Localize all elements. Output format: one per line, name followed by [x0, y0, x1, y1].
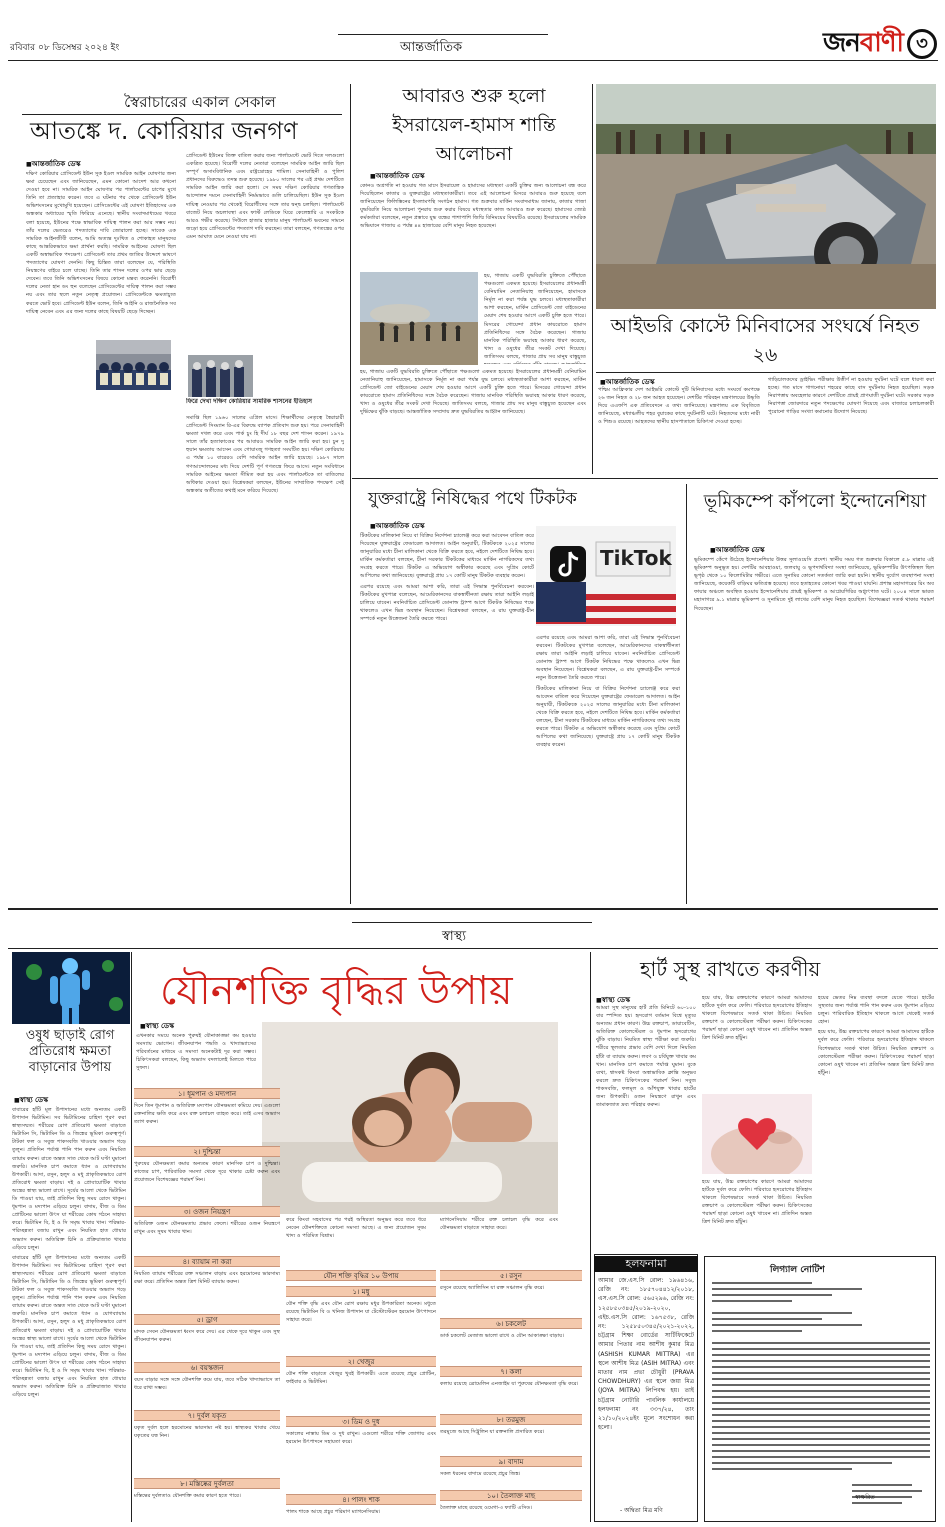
tiktok-body-text: টিকটকের মালিকানা নিয়ে বা বিক্রির নির্দেশনা চ্যালেঞ্জ করে করা আবেদন বাতিল করে দিয়েছেন যুক্তরাষ্ট্রের ফেডারেল আদালত। আইন অনুযায়ী, টিকটককে ২০২৫ সালের জানুয়ারির মধ্যে চীনা মালিকানা থেকে বিক্রি করতে হবে, নইলে দেশটিতে নিষিদ্ধ হবে। মার্কিন কর্মকর্তারা বলছেন, চীনা সরকার টিকটকের মাধ্যমে মার্কিন নাগরিকদের তথ্য সংগ্রহ করতে পারে। টিকটক এ অভিযোগ অস্বীকার করেছে এবং সুপ্রিম কোর্টে আপিলের কথা জানিয়েছে। যুক্তরাষ্ট্রে প্রায় ১৭ কোটি মানুষ টিকটক ব্যবহার করেন।	[360, 533, 534, 580]
food-text-2: যৌন শক্তি বাড়াতে খেজুর খুবই উপকারী। এতে রয়েছে প্রচুর প্রোটিন, ফাইবার ও ভিটামিন।	[286, 1371, 436, 1386]
indonesia-headline: ভূমিকম্পে কাঁপলো ইন্দোনেশিয়া	[703, 491, 927, 512]
korea-kicker: স্বৈরাচারের একাল সেকাল	[124, 93, 276, 111]
immune-desk: ■ স্বাস্থ্য ডেস্ক	[14, 1094, 48, 1106]
tip-text-8: মস্তিষ্কের দুর্বলতাও যৌনশক্তি কমার কারণ হতে পারে।	[134, 1493, 241, 1499]
food-heading-8: ৮। তরমুজ	[440, 1414, 582, 1425]
ivory-headline: আইভরি কোস্টে মিনিবাসের সংঘর্ষে নিহত ২৬	[610, 315, 920, 366]
food-heading-4: ৪। পালং শাক	[286, 1494, 436, 1505]
tip-heading-5: ৫। ড্রাগ	[134, 1314, 280, 1325]
korea-headline: আতঙ্কে দ. কোরিয়ার জনগণ	[30, 117, 298, 145]
health-main-text2-p: করে কিংবা সহবাসের পর পরই অস্থিরতা অনুভব করে তবে ধরে নেবেন যৌনশক্তিতে কোনো সমস্যা আছে। এ জন্য প্রয়োজন সুষম খাদ্য ও পরিমিত বিশ্রাম।	[286, 1217, 426, 1240]
affidavit-title: হলফনামা	[594, 1256, 698, 1272]
tip-heading-4: ৪। ব্যায়াম না করা	[134, 1256, 280, 1267]
tip-heading-8: ৮। মস্তিষ্কের দুর্বলতা	[134, 1478, 280, 1489]
affidavit-body: আমার জে.এস.সি রোল: ১৯৬৪১৬, রেজি নং: ১৮৫৭০৪৪১২/২০১৮, এস.এস.সি রোল: ৫৬৫২৯৬, রেজি নং: ১২৫৮৫০৩৪৫/২০১৯-২০২০, এইচ.এস.সি রোল: ১৬৭৫৩৮, রেজি নং: ১২৫৮৫০৩৪৫/২০২১-২০২২, চট্টগ্রাম শিক্ষা বোর্ডের সার্টিফিকেটে আমার পিতার নাম আশীষ কুমার মিত্র (ASHISH KUMAR MITTRA) এর স্থলে আশীষ মিত্র (ASIH MITRA) এবং মাতার নাম প্রভা চৌধুরী (PRAVA CHOWDHURY) এর স্থলে জয়া মিত্র (JOYA MITRA) লিপিবদ্ধ হয়। তাই চট্টগ্রাম নোটারি পাবলিক কার্যালয়ে হলফনামা নং ৩৩৭/২৪, তাং ২১/১০/২০২৪ইং মূলে সংশোধন করা হলো।	[598, 1277, 694, 1432]
tiktok-body-side-text: এরপর রয়েছে এবং আমরা আশা করি, তারা এই সিদ্ধান্ত পুনর্বিবেচনা করবেন। টিকটকের মুখপাত্র বলেছেন, আমেরিকানদের বাকস্বাধীনতা রক্ষায় তারা আইনি লড়াই চালিয়ে যাবেন। নবনির্বাচিত প্রেসিডেন্ট ডোনাল্ড ট্রাম্প আগে টিকটক নিষিদ্ধের পক্ষে থাকলেও এখন ভিন্ন অবস্থান নিয়েছেন। বিশ্লেষকরা বলছেন, এ রায় যুক্তরাষ্ট্র-চীন সম্পর্কে নতুন উত্তেজনা তৈরি করতে পারে।	[536, 635, 680, 682]
page-number: ৩	[907, 29, 937, 59]
tiktok-desk: ■ আন্তর্জাতিক ডেস্ক	[370, 520, 425, 532]
food-text-10: তৈলাক্ত মাছে রয়েছে ওমেগা-৩ ফ্যাটি এসিড।	[440, 1505, 533, 1511]
israel-body-side	[484, 272, 586, 364]
korea-col2b-text: সমাপ্তি ছিল ১৯৬০ সালের এপ্রিল মাসে। শিক্ষার্থীদের নেতৃত্বে স্বৈরাচারী প্রেসিডেন্ট সিংম্যান রি-এর বিরুদ্ধে ব্যাপক প্রতিবাদ শুরু হয়। পরে সেনাবাহিনী ক্ষমতা দখল করে এবং পার্ক চুং হি দীর্ঘ ১৮ বছর দেশ শাসন করেন। ১৯৭৯ সালে তাঁর হত্যাকাণ্ডের পর আবারও সামরিক আইন জারি করা হয়। চুন দু হুয়ান ক্ষমতায় আসেন এবং গোয়াংজু গণহত্যা সংঘটিত হয়। দক্ষিণ কোরিয়ায় এ পর্যন্ত ১০ বারেরও বেশি সামরিক আইন জারি হয়েছে। ১৯৮৭ সালে গণআন্দোলনের মধ্য দিয়ে দেশটি পূর্ণ গণতন্ত্রে ফিরে আসে। নতুন সংবিধানে সামরিক আইনের ক্ষমতা সীমিত করা হয় এবং পার্লামেন্টকে তা বাতিলের অধিকার দেওয়া হয়। বিশ্লেষকরা বলছেন, ইউনের সাম্প্রতিক পদক্ষেপ সেই অন্ধকার অতীতের কথাই মনে করিয়ে দিয়েছে।	[186, 415, 344, 494]
health-main-divider	[590, 952, 591, 1522]
korea-divider	[350, 84, 351, 904]
immune-body-text: বাবারের হাঁটি মূল উপাদানের মধ্যে অন্যতম একটি উপাদান ভিটামিন। সব ভিটামিনের চাহিদা পূরণ করা স্বাস্থ্যসম্মত। শরীরের রোগ প্রতিরোধ ক্ষমতা বাড়াতে ভিটামিন সি, ভিটামিন ডি ও জিঙ্কের ভূমিকা গুরুত্বপূর্ণ। টাটকা ফল ও সবুজ শাকসবজি খাওয়ার অভ্যাস গড়ে তুলুন। প্রতিদিন পর্যাপ্ত পানি পান করুন এবং নিয়মিত ব্যায়াম করুন। রাতে অন্তত সাত থেকে আট ঘণ্টা ঘুমানো জরুরি। মানসিক চাপ কমাতে ধ্যান ও যোগব্যায়াম উপকারী। আদা, রসুন, হলুদ ও মধু প্রাকৃতিকভাবে রোগ প্রতিরোধ ক্ষমতা বাড়ায়। দই ও প্রোবায়োটিক খাবার অন্ত্রের স্বাস্থ্য ভালো রাখে। সূর্যের আলো থেকে ভিটামিন ডি পাওয়া যায়, তাই প্রতিদিন কিছু সময় রোদে থাকুন। ধূমপান ও মদ্যপান এড়িয়ে চলুন। বাদাম, বীজ ও ডিম প্রোটিনের ভালো উৎস যা শরীরের কোষ গঠনে সাহায্য করে। ভিটামিন বি, ই ও সি সমৃদ্ধ খাবার খান। পরিষ্কার-পরিচ্ছন্নতা বজায় রাখুন এবং নিয়মিত হাত ধোয়ার অভ্যাস করুন। অতিরিক্ত চিনি ও প্রক্রিয়াজাত খাবার এড়িয়ে চলুন।	[12, 1107, 126, 1251]
legal-notice-scan	[712, 1280, 930, 1510]
korea-col1-text: দক্ষিণ কোরিয়ার প্রেসিডেন্ট ইউন সুক ইওল সামরিক আইন ঘোষণার জন্য ক্ষমা চেয়েছেন এবং জানিয়েছেন, এমন কোনো আদেশ আর কখনো দেওয়া হবে না। সামরিক আইন ঘোষণার পর পার্লামেন্টের চাপের মুখে তিনি তা প্রত্যাহার করেন। তবে এ ঘটনার পর থেকে প্রেসিডেন্ট ইউন অভিশংসনের মুখোমুখি হয়েছেন। প্রেসিডেন্টের এই ঘোষণা ইতিহাসের এক অন্ধকার অধ্যায়ের স্মৃতি ফিরিয়ে এনেছে। স্থানীয় সংবাদমাধ্যমের খবরে বলা হয়েছে, ইউনের পক্ষে স্বাভাবিক দায়িত্ব পালন করা আর সম্ভব নয়। তাঁর দলের ভেতরেও পদত্যাগের দাবি জোরালো হচ্ছে। সাবেক এক সামরিক আইনজীবী বলেন, আমি অত্যন্ত দুঃখিত ও শোকাহত মানুষদের কাছে আন্তরিকভাবে ক্ষমা প্রার্থনা করছি। সামরিক আইনের ঘোষণা ছিল একটি অস্বাভাবিক পদক্ষেপ। প্রেসিডেন্ট তার প্রথম জাতির উদ্দেশে ভাষণে পদত্যাগের ঘোষণা দেননি। কিছু চিন্তিত তারা বলেছেন যে, পরিস্থিতি নিয়ন্ত্রণের বাইরে চলে যাচ্ছে। তিনি তার শাসন দলের ওপর ভার ছেড়ে দেবেন। তবে তিনি অভিশংসনের বিষয়ে কোনো মন্তব্য করেননি। বিরোধী দলের নেতা হান ডং হুন বলেছেন প্রেসিডেন্টের দায়িত্ব পালন করা সম্ভব নয় এবং তার স্থলে নতুন নেতৃত্ব প্রয়োজন। প্রেসিডেন্টকে ক্ষমতাচ্যুত করতে ভোট হবে। প্রেসিডেন্ট ইউন বলেন, তিনি আইনি ও রাজনৈতিক সব দায়িত্ব নেবেন এবং এর জন্য দলের কাছে বিষয়টি ছেড়ে দিচ্ছেন।	[26, 171, 176, 315]
heart-body-col3-text: হয়ের ভেতর নিম্ন ব্যবস্থা বদলে যেতে পারে। হার্টের সুস্থতার জন্য পর্যাপ্ত পানি পান করুন এবং ধূমপান এড়িয়ে চলুন। পারিবারিক ইতিহাস থাকলে আগে থেকেই সতর্ক হোন।	[818, 995, 934, 1026]
israel-body-side-text: হয়, গাজায় একটি যুদ্ধবিরতি চুক্তিতে পৌঁছাতে পক্ষগুলো একমত হয়েছে। ইসরায়েলের প্রধানমন্ত্রী বেনিয়ামিন নেতানিয়াহু জানিয়েছেন, হামাসকে নির্মূল না করা পর্যন্ত যুদ্ধ চলবে। মধ্যস্থতাকারীরা আশা করছেন, মার্কিন প্রেসিডেন্ট জো বাইডেনের মেয়াদ শেষ হওয়ার আগে একটি চুক্তি হতে পারে। মিসরের গোয়েন্দা প্রধান কায়রোতে হামাস প্রতিনিধিদের সঙ্গে বৈঠক করেছেন। গাজায় মানবিক পরিস্থিতি ভয়াবহ আকার ধারণ করেছে, খাদ্য ও ওষুধের তীব্র সংকট দেখা দিয়েছে। জাতিসংঘ বলছে, গাজার প্রায় সব মানুষ বাস্তুচ্যুত	[484, 273, 586, 360]
israel-body-bottom-text: হয়, গাজায় একটি যুদ্ধবিরতি চুক্তিতে পৌঁছাতে পক্ষগুলো একমত হয়েছে। ইসরায়েলের প্রধানমন্ত্রী বেনিয়ামিন নেতানিয়াহু জানিয়েছেন, হামাসকে নির্মূল না করা পর্যন্ত যুদ্ধ চলবে। মধ্যস্থতাকারীরা আশা করছেন, মার্কিন প্রেসিডেন্ট জো বাইডেনের মেয়াদ শেষ হওয়ার আগে একটি চুক্তি হতে পারে। মিসরের গোয়েন্দা প্রধান কায়রোতে হামাস প্রতিনিধিদের সঙ্গে বৈঠক করেছেন। গাজায় মানবিক পরিস্থিতি ভয়াবহ আকার ধারণ করেছে, খাদ্য ও ওষুধের তীব্র সংকট দেখা দিয়েছে। জাতিসংঘ বলছে, গাজার প্রায় সব মানুষ বাস্তুচ্যুত হয়েছেন এবং দুর্ভিক্ষের ঝুঁকি বাড়ছে। আন্তর্জাতিক সম্প্রদায় দ্রুত যুদ্ধবিরতির আহ্বান জানিয়েছে।	[360, 369, 586, 416]
indonesia-body	[694, 556, 934, 904]
affidavit-signature: - অদ্বিতা মিত্র মণি	[620, 1507, 663, 1514]
tip-text-2: পুরুষের যৌনক্ষমতা কমার অন্যতম কারণ মানসিক চাপ ও দুশ্চিন্তা। কাজের চাপ, পারিবারিক সমস্যা থেকে দূরে থাকার চেষ্টা করুন এবং প্রয়োজনে বিশেষজ্ঞের পরামর্শ নিন।	[134, 1161, 280, 1184]
israel-photo	[360, 272, 478, 365]
tip-heading-1: ১। ধূমপান ও মদ্যপান	[134, 1088, 280, 1099]
food-heading-5: ৫। রসুন	[440, 1270, 582, 1281]
ivory-body-col2	[768, 376, 934, 472]
food-text-9: সকল ধরনের বাদামে রয়েছে প্রচুর জিঙ্ক।	[440, 1471, 521, 1477]
tiktok-photo	[536, 526, 676, 626]
food-text-8: তরমুজে আছে সিট্রুলিন যা রক্তনালি প্রসারিত করে।	[440, 1429, 545, 1435]
tip-text-4: নিয়মিত ব্যায়াম শরীরের রক্ত সঞ্চালন বাড়ায় এবং হরমোনের ভারসাম্য রক্ষা করে। প্রতিদিন অন্তত ত্রিশ মিনিট ব্যায়াম করুন।	[134, 1271, 280, 1286]
food-text-5: রসুনে রয়েছে অ্যালিসিন যা রক্ত সঞ্চালন বৃদ্ধি করে।	[440, 1285, 545, 1291]
tip-text-3: অতিরিক্ত ওজন যৌনক্ষমতায় প্রভাব ফেলে। শরীরের ওজন নিয়ন্ত্রণে রাখুন এবং সুষম খাবার খান।	[134, 1221, 280, 1236]
korea-photo-2	[188, 355, 253, 397]
immune-divider	[131, 952, 132, 1522]
food-text-6: ডার্ক চকলেট মেজাজ ভালো রাখে ও যৌন আকাঙ্ক্ষা বাড়ায়।	[440, 1333, 564, 1339]
korea-protest-photo	[96, 340, 171, 390]
masthead-bottom-rule	[8, 60, 938, 61]
food-heading-7: ৭। কলা	[440, 1366, 582, 1377]
heart-body-col3-text-2: হয়ে যায়, উচ্চ রক্তচাপের কারণে আমরা আমাদের হার্টকে দুর্বল করে ফেলি। পরিবারে হৃদরোগের ইতিহাস থাকলে বিশেষভাবে সতর্ক থাকা উচিত। নিয়মিত রক্তচাপ ও কোলেস্টেরল পরীক্ষা করুন। চিকিৎসকের পরামর্শ ছাড়া কোনো ওষুধ খাবেন না। প্রতিদিন অন্তত ত্রিশ মিনিট দ্রুত হাঁটুন।	[818, 1029, 934, 1076]
heart-body-col2b-text: হয়ে যায়, উচ্চ রক্তচাপের কারণে আমরা আমাদের হার্টকে দুর্বল করে ফেলি। পরিবারে হৃদরোগের ইতিহাস থাকলে বিশেষভাবে সতর্ক থাকা উচিত। নিয়মিত রক্তচাপ ও কোলেস্টেরল পরীক্ষা করুন। চিকিৎসকের পরামর্শ ছাড়া কোনো ওষুধ খাবেন না। প্রতিদিন অন্তত ত্রিশ মিনিট দ্রুত হাঁটুন।	[702, 1179, 812, 1226]
immune-headline: ওষুধ ছাড়াই রোগ প্রতিরোধ ক্ষমতা বাড়ানোর উপায়	[25, 1028, 115, 1075]
ivory-desk: ■ আন্তর্জাতিক ডেস্ক	[600, 376, 655, 388]
health-main-headline: যৌনশক্তি বৃদ্ধির উপায়	[160, 968, 513, 1014]
korea-body-col2	[186, 152, 344, 352]
tiktok-headline: যুক্তরাষ্ট্রে নিষিদ্ধের পথে টিকটক	[368, 489, 577, 509]
mid-rule	[352, 478, 938, 479]
legal-notice-title: লিগ্যাল নোটিশ	[770, 1265, 825, 1275]
indonesia-desk: ■ আন্তর্জাতিক ডেস্ক	[710, 544, 765, 556]
brand-logo	[823, 22, 937, 66]
korea-kicker-rule	[22, 114, 342, 115]
foods-heading: যৌন শক্তি বৃদ্ধির ১০ উপায়	[286, 1270, 436, 1281]
tip-heading-6: ৬। বয়স্কজন	[134, 1362, 280, 1373]
heart-body-col1	[596, 1004, 696, 1250]
section-label: আন্তর্জাতিক	[400, 40, 463, 55]
food-heading-2: ২। খেজুর	[286, 1356, 436, 1367]
brand-name-part2: বাণী	[859, 28, 903, 58]
tiktok-body-text-2: এরপর রয়েছে এবং আমরা আশা করি, তারা এই সিদ্ধান্ত পুনর্বিবেচনা করবেন। টিকটকের মুখপাত্র বলেছেন, আমেরিকানদের বাকস্বাধীনতা রক্ষায় তারা আইনি লড়াই চালিয়ে যাবেন। নবনির্বাচিত প্রেসিডেন্ট ডোনাল্ড ট্রাম্প আগে টিকটক নিষিদ্ধের পক্ষে থাকলেও এখন ভিন্ন অবস্থান নিয়েছেন। বিশ্লেষকরা বলছেন, এ রায় যুক্তরাষ্ট্র-চীন সম্পর্কে নতুন উত্তেজনা তৈরি করতে পারে।	[360, 583, 534, 622]
tiktok-image-label: TikTok	[600, 546, 672, 570]
tiktok-body-side-text-2: টিকটকের মালিকানা নিয়ে বা বিক্রির নির্দেশনা চ্যালেঞ্জ করে করা আবেদন বাতিল করে দিয়েছেন যুক্তরাষ্ট্রের ফেডারেল আদালত। আইন অনুযায়ী, টিকটককে ২০২৫ সালের জানুয়ারির মধ্যে চীনা মালিকানা থেকে বিক্রি করতে হবে, নইলে দেশটিতে নিষিদ্ধ হবে। মার্কিন কর্মকর্তারা বলছেন, চীনা সরকার টিকটকের মাধ্যমে মার্কিন নাগরিকদের তথ্য সংগ্রহ করতে পারে। টিকটক এ অভিযোগ অস্বীকার করেছে এবং সুপ্রিম কোর্টে আপিলের কথা জানিয়েছে। যুক্তরাষ্ট্রে প্রায় ১৭ কোটি মানুষ টিকটক ব্যবহার করেন।	[536, 685, 680, 749]
korea-desk: ■ আন্তর্জাতিক ডেস্ক	[26, 158, 81, 170]
ivory-crash-photo	[596, 84, 936, 309]
immune-body-text-2: বাবারের হাঁটি মূল উপাদানের মধ্যে অন্যতম একটি উপাদান ভিটামিন। সব ভিটামিনের চাহিদা পূরণ করা স্বাস্থ্যসম্মত। শরীরের রোগ প্রতিরোধ ক্ষমতা বাড়াতে ভিটামিন সি, ভিটামিন ডি ও জিঙ্কের ভূমিকা গুরুত্বপূর্ণ। টাটকা ফল ও সবুজ শাকসবজি খাওয়ার অভ্যাস গড়ে তুলুন। প্রতিদিন পর্যাপ্ত পানি পান করুন এবং নিয়মিত ব্যায়াম করুন। রাতে অন্তত সাত থেকে আট ঘণ্টা ঘুমানো জরুরি। মানসিক চাপ কমাতে ধ্যান ও যোগব্যায়াম উপকারী। আদা, রসুন, হলুদ ও মধু প্রাকৃতিকভাবে রোগ প্রতিরোধ ক্ষমতা বাড়ায়। দই ও প্রোবায়োটিক খাবার অন্ত্রের স্বাস্থ্য ভালো রাখে। সূর্যের আলো থেকে ভিটামিন ডি পাওয়া যায়, তাই প্রতিদিন কিছু সময় রোদে থাকুন। ধূমপান ও মদ্যপান এড়িয়ে চলুন। বাদাম, বীজ ও ডিম প্রোটিনের ভালো উৎস যা শরীরের কোষ গঠনে সাহায্য করে। ভিটামিন বি, ই ও সি সমৃদ্ধ খাবার খান। পরিষ্কার-পরিচ্ছন্নতা বজায় রাখুন এবং নিয়মিত হাত ধোয়ার অভ্যাস করুন। অতিরিক্ত চিনি ও প্রক্রিয়াজাত খাবার এড়িয়ে চলুন।	[12, 1254, 126, 1399]
ivory-body-col1	[598, 386, 760, 472]
tiktok-divider	[686, 484, 687, 904]
heart-body-col2-text: হয়ে যায়, উচ্চ রক্তচাপের কারণে আমরা আমাদের হার্টকে দুর্বল করে ফেলি। পরিবারে হৃদরোগের ইতিহাস থাকলে বিশেষভাবে সতর্ক থাকা উচিত। নিয়মিত রক্তচাপ ও কোলেস্টেরল পরীক্ষা করুন। চিকিৎসকের পরামর্শ ছাড়া কোনো ওষুধ খাবেন না। প্রতিদিন অন্তত ত্রিশ মিনিট দ্রুত হাঁটুন।	[702, 995, 812, 1042]
masthead-date: রবিবার ০৮ ডিসেম্বর ২০২৪ ইং	[10, 43, 120, 53]
tip-text-6: বয়স বাড়ার সঙ্গে সঙ্গে যৌনশক্তি কমে যায়, তবে সঠিক খাদ্যাভ্যাসে তা ধরে রাখা সম্ভব।	[134, 1377, 280, 1392]
brand-name-part1: জন	[823, 28, 860, 58]
israel-desk: ■ আন্তর্জাতিক ডেস্ক	[370, 170, 425, 182]
israel-body-text: কোনও অগ্রগতি না হওয়ায় গত মাসে ইসরায়েল ও হামাসের মধ্যস্থতা একটি চুক্তির জন্য আলোচনা বন্ধ করে দিয়েছিলেন কাতার ও যুক্তরাষ্ট্রের মধ্যস্থতাকারীরা। তবে এই আলোচনা মিসরে আবারও শুরু হয়েছে বলে জানিয়েছেন ফিলিস্তিনের ইসলামপন্থি সংগঠন হামাস। গত শুক্রবার মার্কিন সংবাদমাধ্যম জানায়, কাতার গাজা যুদ্ধবিরতি নিয়ে আলোচনা পুনরায় শুরু করার বিষয়ে মধ্যস্থতার কাজ আবারও শুরু করেছে। হামাসের জ্যেষ্ঠ কর্মকর্তারা বলেছেন, নতুন প্রস্তাবে যুদ্ধ বন্ধের পাশাপাশি জিম্মি বিনিময়ের বিষয়টিও রয়েছে। ইসরায়েলের সামরিক অভিযানে গাজায় এ পর্যন্ত ৪৪ হাজারের বেশি মানুষ নিহত হয়েছেন।	[360, 183, 586, 230]
tip-text-7: যকৃত দুর্বল হলে হরমোনের ভারসাম্য নষ্ট হয়। স্বাস্থ্যকর খাবার খেয়ে যকৃতের যত্ন নিন।	[134, 1425, 280, 1440]
food-heading-6: ৬। চকলেট	[440, 1318, 582, 1329]
food-heading-10: ১০। তৈলাক্ত মাছ	[440, 1490, 582, 1501]
food-text-4: পালং শাকে আছে প্রচুর পরিমাণ ম্যাগনেসিয়াম।	[286, 1509, 381, 1515]
heart-body-col2b	[702, 1178, 812, 1250]
tip-heading-7: ৭। দুর্বল যকৃত	[134, 1410, 280, 1421]
tip-heading-2: ২। দুশ্চিন্তা	[134, 1146, 280, 1157]
israel-body	[360, 182, 586, 268]
korea-body-col1	[26, 170, 176, 907]
israel-divider	[592, 84, 593, 474]
heart-photo	[702, 1094, 812, 1174]
food-heading-3: ৩। ডিম ও দুধ	[286, 1416, 436, 1427]
health-main-text2	[286, 1216, 426, 1266]
heart-body-col2	[702, 994, 812, 1090]
health-section-rule-bottom	[8, 948, 938, 949]
heart-desk: ■ স্বাস্থ্য ডেস্ক	[596, 994, 630, 1006]
couple-photo	[262, 1022, 558, 1214]
heart-headline: হার্ট সুস্থ রাখতে করণীয়	[640, 957, 821, 981]
food-heading-9: ৯। বাদাম	[440, 1456, 582, 1467]
health-main-intro	[136, 1032, 256, 1084]
food-text-3: সকালের নাস্তায় ডিম ও দুধ রাখুন। এগুলো শরীরে শক্তি জোগায় এবং হরমোন উৎপাদনে সহায়তা করে।	[286, 1431, 436, 1446]
food-heading-1: ১। মধু	[286, 1286, 436, 1297]
tiktok-body	[360, 532, 534, 904]
ivory-rule	[596, 372, 936, 373]
tip-text-1: দিনে তিন ধূমপান ও অতিরিক্ত মদ্যপান যৌনক্ষমতা কমিয়ে দেয়। এগুলো রক্তনালির ক্ষতি করে এবং রক্ত চলাচল ব্যাহত করে। তাই এসব অভ্যাস ত্যাগ করুন।	[134, 1103, 280, 1126]
tip-text-5: মাদক সেবন যৌনক্ষমতা ধ্বংস করে দেয়। এর থেকে দূরে থাকুন এবং সুস্থ জীবনযাপন করুন।	[134, 1329, 280, 1344]
israel-headline: আবারও শুরু হলো ইসরায়েল-হামাস শান্তি আলোচনা	[392, 85, 556, 165]
masthead-top-rule	[338, 34, 548, 35]
korea-body-col2b	[186, 414, 344, 906]
health-main-text3	[440, 1216, 558, 1266]
tiktok-body-side	[536, 634, 680, 904]
health-main-intro-text: এখনকার সময়ে অনেক পুরুষই যৌনাকাঙ্ক্ষা কম হওয়ার সমস্যায় ভোগেন। জীবনযাপন পদ্ধতি ও খাদ্যাভ্যাসের পরিবর্তনের মাধ্যমে এ সমস্যা অনেকটাই দূর করা সম্ভব। চিকিৎসকরা বলছেন, কিছু অভ্যাস বদলালেই মিলতে পারে সুফল।	[136, 1033, 256, 1072]
food-text-1: যৌন শক্তি বৃদ্ধি এবং যৌন রোগ রক্ষায় মধুর উপকারিতা অনেক। মধুতে রয়েছে ভিটামিন বি ও খনিজ উপাদান যা টেস্টোস্টেরন হরমোন উৎপাদনে সাহায্য করে।	[286, 1301, 436, 1324]
immune-body	[12, 1106, 126, 1521]
health-section-rule-top	[352, 922, 592, 923]
heart-body-col3	[818, 994, 934, 1240]
israel-body-bottom	[360, 368, 586, 468]
korea-caption: ফিরে দেখা দক্ষিণ কোরিয়ার সামরিক শাসনের ইতিহাস	[186, 398, 312, 405]
health-main-text3-p: ম্যাগনেসিয়াম শরীরে রক্ত চলাচল বৃদ্ধি করে এবং যৌনক্ষমতা বাড়াতে সাহায্য করে।	[440, 1217, 558, 1232]
heart-body-col1-text: আমরা সুস্থ মানুষের হার্ট প্রতি মিনিটে ৬০-১০০ বার স্পন্দিত হয়। হৃদরোগ বর্তমান বিশ্বে মৃত্যুর অন্যতম প্রধান কারণ। উচ্চ রক্তচাপ, ডায়াবেটিস, অতিরিক্ত কোলেস্টেরল ও ধূমপান হৃদরোগের ঝুঁকি বাড়ায়। নিয়মিত স্বাস্থ্য পরীক্ষা করা জরুরি। শরীরে স্থূলতার প্রভাব বেশি দেখা দিলে নিয়মিত হাঁটা বা ব্যায়াম করুন। লবণ ও চর্বিযুক্ত খাবার কম খান। মানসিক চাপ কমাতে পর্যাপ্ত ঘুমান। বুকে ব্যথা, শ্বাসকষ্ট কিংবা অস্বাভাবিক ক্লান্তি অনুভব করলে দ্রুত চিকিৎসকের পরামর্শ নিন। সবুজ শাকসবজি, ফলমূল ও আঁশযুক্ত খাবার হার্টের জন্য উপকারী। ওজন নিয়ন্ত্রণে রাখুন এবং তামাকজাত দ্রব্য পরিহার করুন।	[596, 1005, 696, 1109]
korea-col2-text: প্রেসিডেন্ট ইউনের তিক্ত বাতিল করার জন্য পার্লামেন্টে ভোট দিতে দলগুলো একত্রিত হয়েছে। বিরোধী দলের নেতারা বলেছেন সামরিক আইন জারি ছিল সম্পূর্ণ অসাংবিধানিক এবং রাষ্ট্রদ্রোহের শামিল। সেনাবাহিনী ও পুলিশ প্রধানদের বিরুদ্ধেও তদন্ত শুরু হয়েছে। ১৯৮০ সালের পর এই প্রথম দেশটিতে সামরিক আইন জারি করা হলো। সে সময় দক্ষিণ কোরিয়ার গণতান্ত্রিক আন্দোলন দমনে সেনাবাহিনী নির্মমভাবে গুলি চালিয়েছিল। ইউন সুক ইওল দায়িত্ব নেওয়ার পর থেকেই বিরোধীদের সঙ্গে তার দ্বন্দ্ব চলছিল। পার্লামেন্টে বাজেট নিয়ে অচলাবস্থা এবং ফার্স্ট লেডিকে ঘিরে কেলেঙ্কারি এ সংকটকে আরও গভীর করেছে। সিউলে হাজার হাজার মানুষ পার্লামেন্ট ভবনের সামনে জড়ো হয়ে প্রেসিডেন্টের পদত্যাগ দাবি করছেন। তারা বলছেন, গণতন্ত্রের ওপর এমন আঘাত মেনে নেওয়া যায় না।	[186, 153, 344, 240]
ivory-body-col1-text: পশ্চিম আফ্রিকার দেশ আইভরি কোস্টে দুটি মিনিবাসের মধ্যে সংঘর্ষে কমপক্ষে ২৬ জন নিহত ও ২৮ জন আহত হয়েছেন। দেশটির পরিবহন মন্ত্রণালয়ের উদ্ধৃতি দিয়ে এএফপি এক প্রতিবেদনে এ তথ্য জানিয়েছে। মন্ত্রণালয় এক বিবৃতিতে জানিয়েছে, মধ্যাঞ্চলীয় শহর বুয়াকের কাছে দুর্ঘটনাটি ঘটে। নিহতদের মধ্যে নারী ও শিশুও রয়েছে। আহতদের স্থানীয় হাসপাতালে চিকিৎসা দেওয়া হচ্ছে।	[598, 387, 760, 426]
indonesia-body-text: ভূমিকম্পে কেঁপে উঠেছে ইন্দোনেশিয়ার উত্তর সুলাওয়েসি প্রদেশ। স্থানীয় সময় গত শুক্রবার বিকালে ৫.৮ মাত্রার এই ভূমিকম্প অনুভূত হয়। দেশটির আবহাওয়া, জলবায়ু ও ভূপদার্থবিদ্যা সংস্থা জানিয়েছে, ভূমিকম্পটির উৎপত্তিস্থল ছিল ভূপৃষ্ঠ থেকে ১০ কিলোমিটার গভীরে। এতে সুনামির কোনো সতর্কতা জারি করা হয়নি। স্থানীয় দুর্যোগ ব্যবস্থাপনা সংস্থা জানিয়েছে, কয়েকটি বাড়িঘর ক্ষতিগ্রস্ত হয়েছে। তবে হতাহতের কোনো খবর পাওয়া যায়নি। প্রশান্ত মহাসাগরের রিং অব ফায়ার অঞ্চলে অবস্থিত হওয়ায় ইন্দোনেশিয়ায় প্রায়ই ভূমিকম্প ও আগ্নেয়গিরির অগ্ন্যুৎপাত ঘটে। ২০০৪ সালে ভারত মহাসাগরে ৯.১ মাত্রার ভূমিকম্প ও সুনামিতে দুই লাখের বেশি মানুষ নিহত হয়েছিল। বিশেষজ্ঞরা সতর্ক থাকার পরামর্শ দিয়েছেন।	[694, 557, 934, 612]
tip-heading-3: ৩। ওজন নিয়ন্ত্রণ	[134, 1206, 280, 1217]
health-section-label: স্বাস্থ্য	[442, 929, 467, 944]
ivory-body-col2-text: গাড়িচালকদের ড্রাইভিং পরীক্ষায় উত্তীর্ণ না হওয়ায় দুর্ঘটনা ঘটে বলে ধারণা করা হচ্ছে। গত মাসে গাগনোয়া শহরের কাছে বাস দুর্ঘটনায় নিহত হয়েছিল। সড়ক নিরাপত্তায় অবহেলার কারণে দেশটিতে প্রায়ই প্রাণঘাতী দুর্ঘটনা ঘটে। সরকার সড়ক নিরাপত্তা জোরদারে নতুন পদক্ষেপের ঘোষণা দিয়েছে এবং বাজারে চলাচলকারী পুরোনো গাড়ির সংখ্যা কমানোর উদ্যোগ নিয়েছে।	[768, 377, 934, 416]
health-main-desk: ■ স্বাস্থ্য ডেস্ক	[140, 1020, 174, 1032]
food-text-7: কলায় রয়েছে ব্রোমেলিন এনজাইম যা পুরুষের যৌনক্ষমতা বৃদ্ধি করে।	[440, 1381, 579, 1387]
immune-illustration	[12, 952, 130, 1024]
health-top-rule	[8, 908, 938, 910]
legal-notice-signature: স্বাক্ষরিত	[855, 1494, 875, 1501]
